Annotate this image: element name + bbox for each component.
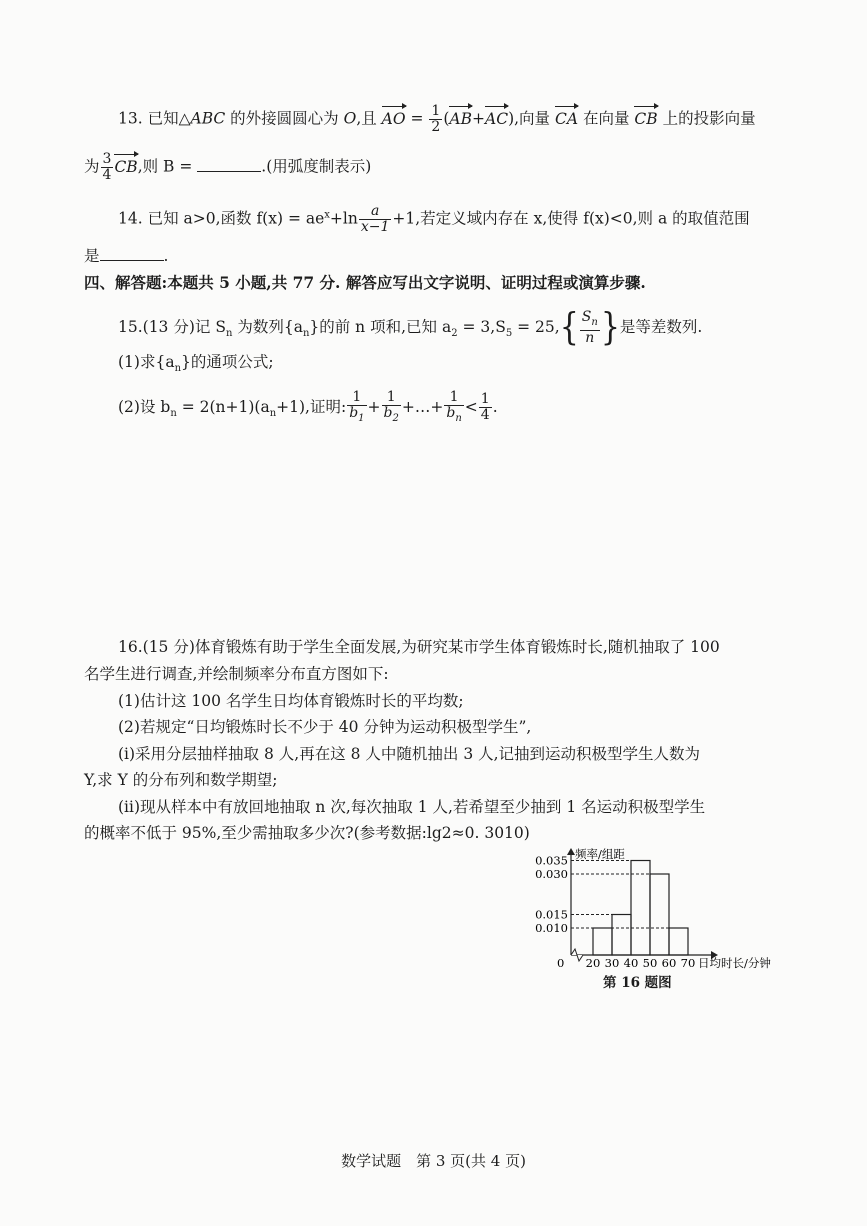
- frac-num: 1: [444, 390, 463, 406]
- frac-1-over-b1: [347, 390, 366, 426]
- subscript: n: [174, 363, 182, 375]
- q15-text: 是等差数列.: [619, 317, 703, 336]
- q15-line1: [118, 305, 703, 350]
- q16-part2-i: (ⅰ)采用分层抽样抽取 8 人,再在这 8 人中随机抽出 3 人,记抽到运动积极型学生人数为: [118, 745, 701, 763]
- q13-text: 13. 已知△: [118, 109, 191, 128]
- frac-den: [382, 406, 401, 426]
- q14-line2: [84, 245, 168, 267]
- subscript: n: [225, 328, 233, 339]
- frac-num: 1: [480, 391, 490, 408]
- y-tick-label: 0.035: [535, 853, 568, 868]
- vector-AB: AB: [449, 105, 472, 130]
- frac-one-quarter: [479, 392, 492, 423]
- frac-num: a: [359, 204, 392, 220]
- q13-center: O: [343, 109, 357, 128]
- q13-text: .(用弧度制表示): [261, 157, 372, 176]
- q14-text: .: [163, 247, 169, 265]
- frac-den: 4: [480, 407, 490, 424]
- q15-text: +1),证明:: [276, 397, 347, 416]
- q13-text: 的外接圆圆心为: [225, 109, 344, 128]
- histogram-bar: [631, 861, 650, 956]
- b: b: [446, 405, 456, 421]
- q13-text: ,且: [356, 109, 382, 128]
- q13-answer-blank[interactable]: [197, 157, 261, 172]
- histogram-bar: [593, 928, 612, 955]
- frac-1-over-b2: [382, 390, 401, 426]
- q16-line2: 名学生进行调查,并绘制频率分布直方图如下:: [84, 665, 389, 683]
- y-tick-label: 0.015: [535, 907, 568, 922]
- q14-fraction: [359, 204, 392, 235]
- frac-den: x−1: [360, 219, 390, 235]
- x-tick-label: 50: [642, 956, 658, 970]
- q15-text: = 3,S: [457, 317, 506, 336]
- b: b: [383, 405, 393, 421]
- section-heading: 四、解答题:本题共 5 小题,共 77 分. 解答应写出文字说明、证明过程或演算步骤.: [84, 273, 646, 292]
- b: b: [349, 405, 359, 421]
- q16-part2: (2)若规定“日均锻炼时长不少于 40 分钟为运动积极型学生”,: [118, 718, 532, 736]
- vector-CB: CB: [114, 153, 137, 178]
- q16-part2-ii-cont: 的概率不低于 95%,至少需抽取多少次?(参考数据:lg2≈0. 3010): [84, 824, 530, 842]
- less-than: <: [464, 397, 478, 416]
- frac-num: 3: [102, 151, 112, 167]
- q13-line2: [84, 152, 371, 183]
- plus: +: [367, 397, 381, 416]
- y-tick-label: 0.010: [535, 921, 568, 935]
- q15-text: = 2(n+1)(a: [176, 397, 270, 416]
- vector-AO: AO: [382, 105, 406, 130]
- y-tick-label: 0.030: [535, 867, 568, 881]
- frac-den: n: [585, 329, 595, 346]
- vector-AC: AC: [485, 105, 508, 130]
- q15-part2: [118, 390, 498, 426]
- y-axis-arrow: [567, 848, 575, 855]
- exponent: x: [324, 209, 330, 221]
- frac-den: [444, 406, 463, 426]
- q15-text: }的通项公式;: [181, 353, 274, 371]
- q14-line1: [118, 204, 750, 235]
- q16-line1: 16.(15 分)体育锻炼有助于学生全面发展,为研究某市学生体育锻炼时长,随机抽取了 100: [118, 638, 720, 656]
- subscript: n: [455, 412, 462, 424]
- q15-text: (2)设 b: [118, 397, 171, 416]
- histogram-chart: [515, 845, 805, 970]
- q13-text: 为: [84, 157, 100, 176]
- x-axis-label: 日均时长/分钟: [698, 956, 771, 970]
- frac-num: [580, 310, 600, 331]
- period: .: [492, 397, 498, 416]
- q15-text: (1)求{a: [118, 353, 175, 371]
- q13-triangle: ABC: [190, 109, 226, 128]
- plus: +: [472, 109, 485, 128]
- histogram-bar: [650, 874, 669, 955]
- histogram-bar: [612, 915, 631, 956]
- q13-text: 上的投影向量: [657, 109, 756, 128]
- y-axis-label: 频率/组距: [575, 847, 625, 861]
- q15-text: = 25,: [512, 317, 560, 336]
- x-tick-label: 40: [623, 956, 639, 970]
- chart-caption: 第 16 题图: [603, 975, 672, 991]
- S: S: [581, 309, 592, 325]
- q13-eq: =: [405, 109, 429, 128]
- frac-den: 2: [431, 119, 441, 135]
- q16-part2-ii: (ⅱ)现从样本中有放回地抽取 n 次,每次抽取 1 人,若希望至少抽到 1 名运动积极型学生: [118, 798, 706, 816]
- q16-part1: (1)估计这 100 名学生日均体育锻炼时长的平均数;: [118, 692, 464, 710]
- q13-three-quarters: [101, 152, 114, 183]
- q16-part2-i-cont: Y,求 Y 的分布列和数学期望;: [84, 771, 278, 789]
- vector-CB: CB: [634, 105, 657, 130]
- q14-answer-blank[interactable]: [100, 246, 164, 261]
- origin-label: 0: [557, 956, 565, 970]
- x-tick-label: 30: [604, 956, 620, 970]
- q13-text: 在向量: [578, 109, 635, 128]
- subscript: 1: [358, 412, 365, 424]
- ellipsis: +…+: [401, 397, 444, 416]
- vector-CA: CA: [555, 105, 578, 130]
- subscript: 2: [451, 328, 458, 339]
- q15-part1: [118, 351, 274, 380]
- x-tick-label: 70: [680, 956, 696, 970]
- x-tick-label: 60: [661, 956, 677, 970]
- axis-break: [571, 949, 583, 961]
- page-footer: 数学试题 第 3 页(共 4 页): [341, 1152, 526, 1170]
- frac-1-over-bn: [444, 390, 463, 426]
- frac-den: [347, 406, 366, 426]
- q14-text: 是: [84, 247, 100, 265]
- histogram-bar: [669, 928, 688, 955]
- chart-axes: [567, 848, 718, 961]
- q15-sn-over-n: [580, 310, 600, 346]
- subscript: n: [302, 328, 310, 339]
- q14-text: 14. 已知 a>0,函数 f(x) = ae: [118, 209, 325, 228]
- q15-text: 15.(13 分)记 S: [118, 317, 226, 336]
- frac-num: 1: [431, 103, 441, 119]
- frac-num: 1: [347, 390, 366, 406]
- subscript: 2: [392, 412, 399, 424]
- q14-text: +1,若定义域内存在 x,使得 f(x)<0,则 a 的取值范围: [392, 209, 750, 228]
- subscript: n: [170, 408, 177, 419]
- left-brace: {: [559, 305, 579, 350]
- q13-text: ,则 B =: [137, 157, 198, 176]
- q13-text: ,向量: [514, 109, 555, 128]
- right-brace: }: [600, 305, 620, 350]
- q15-text: 为数列{a: [232, 317, 303, 336]
- q13-half: [429, 104, 442, 135]
- subscript: n: [269, 408, 277, 419]
- frac-den: 4: [102, 167, 112, 183]
- subscript: 5: [505, 328, 513, 339]
- q14-ln: +ln: [329, 209, 358, 228]
- frac-num: 1: [382, 390, 401, 406]
- q13-line1: 13. 已知△ABC 的外接圆圆心为 O,且 AO = $\frac{1}{2}$ (AB+AC),向量 CA 在向量 CB 上的投影向量: [118, 103, 756, 135]
- q15-text: }的前 n 项和,已知 a: [309, 317, 452, 336]
- subscript: n: [591, 316, 598, 328]
- x-tick-label: 20: [585, 956, 601, 970]
